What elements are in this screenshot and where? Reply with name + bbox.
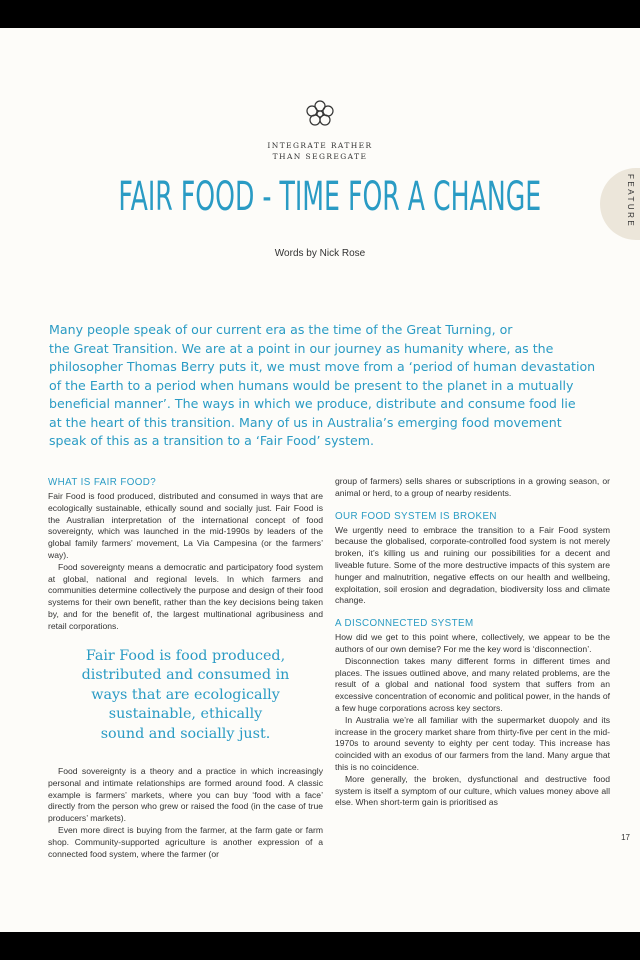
intro-line: at the heart of this transition. Many of us in Australia’s emerging food movement <box>49 414 562 430</box>
pull-quote-line: sound and socially just. <box>100 725 271 742</box>
paragraph: group of farmers) sells shares or subscriptions in a growing season, or animal or herd, to a group of nearby residents. <box>335 476 610 498</box>
pull-quote-line: sustainable, ethically <box>108 706 263 723</box>
right-column <box>335 476 610 809</box>
left-column <box>48 476 323 860</box>
intro-line: beneficial manner’. The ways in which we produce, distribute and consume food lie <box>49 396 576 411</box>
pull-quote-line: ways that are ecologically <box>91 686 280 703</box>
magazine-page <box>0 28 640 932</box>
paragraph: More generally, the broken, dysfunctional and destructive food system is itself a symptom of our culture, which values money above all else. When short-term gain is prioritised as <box>335 773 610 808</box>
paragraph: Disconnection takes many different forms in different times and places. The issues outlined above, and many related problems, are the result of a global and national food system that suffers from an excessive concentration of economic and political power, in the hands of a few huge corporations across key sectors. <box>335 655 610 713</box>
section-heading-food-system-broken: OUR FOOD SYSTEM IS BROKEN <box>335 510 497 522</box>
paragraph: How did we get to this point where, collectively, we appear to be the authors of our own demise? For me the key word is ‘disconnection’. <box>335 632 610 654</box>
paragraph: Fair Food is food produced, distributed and consumed in ways that are ecologically sustainable, ethically sound and socially just. Fair Food is the Australian interpretation of the international concept of food sovereignty, which was launched in the mid-1990s by leaders of the global family farmers’ movement, La Via Campesina (or the farmers’ way). <box>48 491 323 560</box>
pull-quote <box>48 647 323 745</box>
kicker-line-2: THAN SEGREGATE <box>272 152 368 161</box>
section-heading-disconnected-system: A DISCONNECTED SYSTEM <box>335 618 474 630</box>
paragraph: We urgently need to embrace the transition to a Fair Food system because the globalised, corporate-controlled food system is not merely broken, it’s killing us and ruining our possibilities for a decent and liveable future. Some of the more destructive impacts of this system are hunger and malnutrition, negative effects on our health and wellbeing, exploitation, soil erosion and degradation, biodiversity loss and climate change. <box>335 524 610 606</box>
kicker <box>0 140 640 162</box>
pull-quote-line: distributed and consumed in <box>81 667 290 684</box>
intro-paragraph <box>49 321 597 451</box>
byline: Words by Nick Rose <box>274 248 366 259</box>
intro-line: of the Earth to a period when humans would be present to the planet in a mutually <box>49 377 574 393</box>
paragraph: Food sovereignty means a democratic and participatory food system at global, national and regional levels. In which farmers and communities determine collectively the purpose and design of their food systems for their own benefit, rather than the key decisions being taken by, and for the benefit of, the largest multinational agribusiness and retail corporations. <box>48 561 323 631</box>
intro-line: speak of this as a transition to a ‘Fair Food’ system. <box>49 433 375 448</box>
kicker-line-1: INTEGRATE RATHER <box>267 141 373 150</box>
paragraph: Food sovereignty is a theory and a practice in which increasingly personal and intimate relationships are formed around food. A classic example is farmers’ markets, where you can buy ‘food with a face’ directly from the person who grew or raised the food (in the case of true producers’ markets). <box>48 766 323 824</box>
section-tab-label: FEATURE <box>626 174 635 229</box>
intro-line: the Great Transition. We are at a point in our journey as humanity where, as the <box>49 340 554 356</box>
page-number: 17 <box>621 833 630 842</box>
intro-line: Many people speak of our current era as the time of the Great Turning, or <box>49 322 513 337</box>
paragraph: In Australia we’re all familiar with the supermarket duopoly and its increase in the grocery market share from thirty-five per cent in the mid-1970s to around seventy to eighty per cent today. This increase has coincided with an exodus of our farmers from the land. Many argue that this is no coincidence. <box>335 714 610 772</box>
flower-icon <box>304 98 336 135</box>
paragraph: Even more direct is buying from the farmer, at the farm gate or farm shop. Community-supported agriculture is another expression of a connected food system, where the farmer (or <box>48 825 323 859</box>
intro-line: philosopher Thomas Berry puts it, we must move from a ‘period of human devastation <box>49 359 596 374</box>
article-title: FAIR FOOD - TIME FOR A CHANGE <box>118 174 542 220</box>
section-tab <box>600 168 640 240</box>
pull-quote-line: Fair Food is food produced, <box>85 647 286 664</box>
section-heading-what-is-fair-food: WHAT IS FAIR FOOD? <box>48 477 157 488</box>
